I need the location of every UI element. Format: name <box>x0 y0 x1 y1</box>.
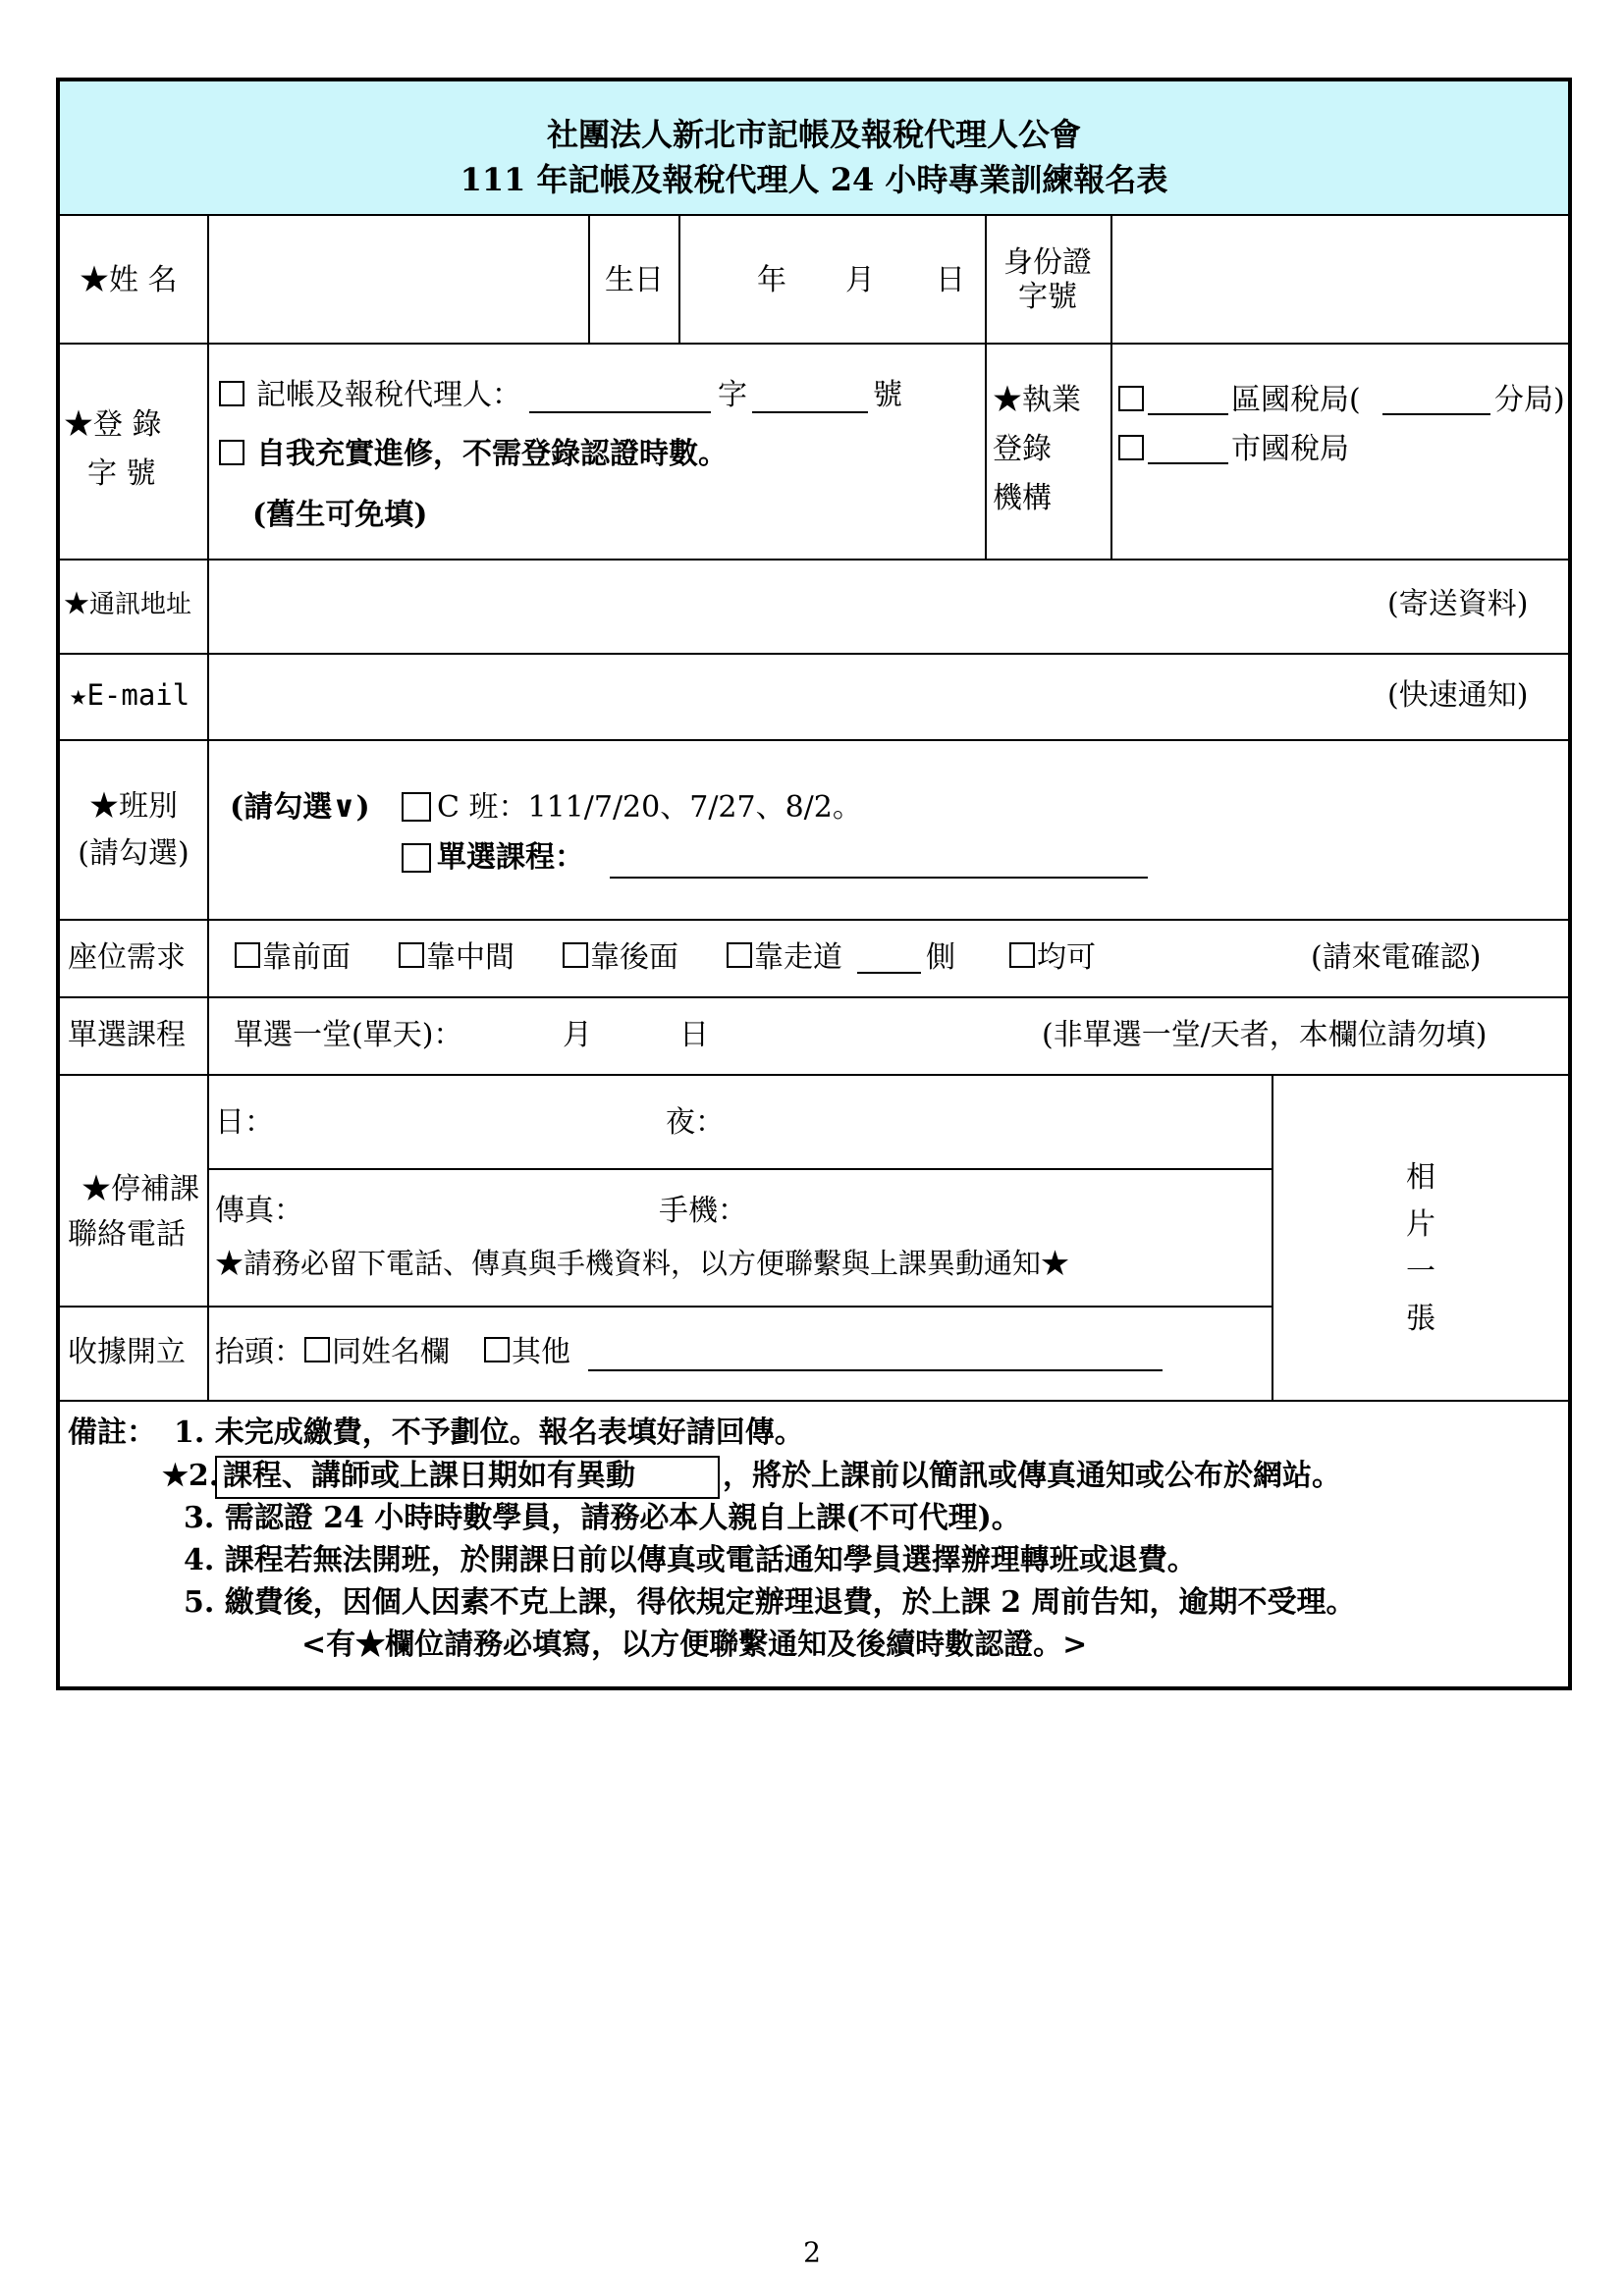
name-label: ★姓 名 <box>80 263 178 297</box>
email-label: ★E-mail <box>70 678 190 712</box>
branch-text: 分局) <box>1494 383 1565 417</box>
single-row-text: 單選一堂(單天)： <box>234 1018 463 1052</box>
single-row-day: 日 <box>679 1018 709 1052</box>
photo-char-1: 相 <box>1406 1160 1435 1195</box>
email-field[interactable] <box>212 657 1430 735</box>
id-label-1: 身份證 <box>1003 245 1092 280</box>
month-label: 月 <box>845 263 875 297</box>
single-row-month: 月 <box>563 1018 592 1052</box>
email-note: (快速通知) <box>1387 678 1529 713</box>
note-2-boxed: 課程、講師或上課日期如有異動 <box>223 1459 635 1493</box>
photo-char-4: 張 <box>1406 1302 1435 1336</box>
contact-reminder: ★請務必留下電話、傳真與手機資料，以方便聯繫與上課異動通知★ <box>215 1247 1070 1280</box>
night-phone-label: 夜： <box>666 1105 725 1140</box>
seat-front-text: 靠前面 <box>262 940 351 975</box>
district-tax-checkbox[interactable] <box>1118 386 1144 411</box>
reg-agent-text: 記帳及報稅代理人： <box>256 378 521 412</box>
city-name-field[interactable] <box>1148 462 1228 464</box>
address-label: ★通訊地址 <box>64 590 192 619</box>
night-phone-field[interactable] <box>713 1093 1263 1151</box>
contact-label-2: 聯絡電話 <box>68 1217 186 1252</box>
seat-note: (請來電確認) <box>1311 940 1482 975</box>
seat-middle-checkbox[interactable] <box>399 942 424 968</box>
self-study-text: 自我充實進修，不需登錄認證時數。 <box>256 437 728 471</box>
contact-label-1: ★停補課 <box>81 1172 199 1206</box>
note-1: 1. 未完成繳費，不予劃位。報名表填好請回傳。 <box>174 1415 804 1450</box>
old-student-note: (舊生可免填) <box>252 498 428 532</box>
seat-back-checkbox[interactable] <box>563 942 588 968</box>
receipt-label: 收據開立 <box>68 1335 186 1369</box>
agency-label-1: ★執業 <box>993 383 1081 417</box>
class-label-1: ★班別 <box>89 789 178 824</box>
receipt-other-text: 其他 <box>512 1335 570 1369</box>
registration-form <box>56 78 1572 1690</box>
city-tax-checkbox[interactable] <box>1118 435 1144 460</box>
seat-label: 座位需求 <box>68 940 186 975</box>
single-course-checkbox[interactable] <box>402 843 431 873</box>
address-note: (寄送資料) <box>1387 587 1529 621</box>
reg-zi: 字 <box>718 378 747 412</box>
reg-agent-checkbox[interactable] <box>219 381 244 406</box>
mobile-field[interactable] <box>737 1181 1263 1230</box>
district-name-field[interactable] <box>1148 413 1228 415</box>
seat-aisle-text: 靠走道 <box>754 940 842 975</box>
seat-aisle-checkbox[interactable] <box>727 942 752 968</box>
single-row-note: (非單選一堂/天者，本欄位請勿填) <box>1042 1018 1488 1052</box>
receipt-other-checkbox[interactable] <box>484 1337 510 1362</box>
day-phone-label: 日： <box>215 1105 274 1140</box>
aisle-side-field[interactable] <box>857 972 921 974</box>
note-6: <有★欄位請務必填寫，以方便聯繫通知及後續時數認證。> <box>301 1628 1088 1662</box>
class-c-text: C 班：111/7/20、7/27、8/2。 <box>437 790 862 825</box>
note-2-star: ★2. <box>162 1459 220 1493</box>
receipt-same-text: 同姓名欄 <box>332 1335 450 1369</box>
reg-zi-field[interactable] <box>529 411 711 413</box>
seat-any-checkbox[interactable] <box>1009 942 1035 968</box>
agency-label-3: 機構 <box>993 481 1052 515</box>
class-prefix: (請勾選∨) <box>230 790 370 825</box>
note-4: 4. 課程若無法開班，於開課日前以傳真或電話通知學員選擇辦理轉班或退費。 <box>184 1543 1197 1577</box>
photo-char-3: 一 <box>1406 1255 1435 1289</box>
reg-hao: 號 <box>873 378 902 412</box>
photo-char-2: 片 <box>1406 1207 1435 1242</box>
single-course-field[interactable] <box>610 877 1148 879</box>
id-label-2: 字號 <box>1018 280 1077 314</box>
org-name: 社團法人新北市記帳及報稅代理人公會 <box>546 116 1081 153</box>
reg-label-2: 字 號 <box>87 456 156 491</box>
year-label: 年 <box>757 263 786 297</box>
city-tax-text: 市國稅局 <box>1231 432 1349 466</box>
single-course-text: 單選課程： <box>437 840 584 875</box>
receipt-same-checkbox[interactable] <box>304 1337 330 1362</box>
id-number-field[interactable] <box>1116 219 1563 339</box>
day-phone-field[interactable] <box>261 1093 644 1151</box>
note-5: 5. 繳費後，因個人因素不克上課，得依規定辦理退費，於上課 2 周前告知，逾期不受理。 <box>184 1585 1356 1620</box>
mobile-label: 手機： <box>659 1194 747 1228</box>
self-study-checkbox[interactable] <box>219 440 244 465</box>
note-3: 3. 需認證 24 小時時數學員，請務必本人親自上課(不可代理)。 <box>184 1501 1021 1535</box>
reg-hao-field[interactable] <box>752 411 868 413</box>
seat-middle-text: 靠中間 <box>426 940 514 975</box>
form-title: 111 年記帳及報稅代理人 24 小時專業訓練報名表 <box>460 161 1168 198</box>
receipt-prefix: 抬頭： <box>215 1335 303 1369</box>
branch-field[interactable] <box>1382 413 1490 415</box>
birth-label: 生日 <box>605 263 664 297</box>
agency-label-2: 登錄 <box>993 432 1052 466</box>
name-field[interactable] <box>212 219 585 339</box>
district-tax-text: 區國稅局( <box>1231 383 1361 417</box>
notes-label: 備註： <box>68 1415 156 1450</box>
class-label-2: (請勾選) <box>78 836 189 871</box>
address-field[interactable] <box>212 562 1430 649</box>
single-row-label: 單選課程 <box>68 1018 186 1052</box>
fax-field[interactable] <box>296 1181 649 1230</box>
seat-back-text: 靠後面 <box>590 940 678 975</box>
page-number: 2 <box>803 2236 821 2269</box>
receipt-other-field[interactable] <box>588 1369 1163 1371</box>
day-label: 日 <box>936 263 965 297</box>
fax-label: 傳真： <box>215 1194 303 1228</box>
photo-area[interactable] <box>1275 1078 1564 1396</box>
aisle-side-text: 側 <box>926 940 955 975</box>
reg-label-1: ★登 錄 <box>64 407 162 442</box>
note-2-rest: ，將於上課前以簡訊或傳真通知或公布於網站。 <box>723 1459 1341 1493</box>
seat-any-text: 均可 <box>1037 940 1096 975</box>
seat-front-checkbox[interactable] <box>235 942 260 968</box>
class-c-checkbox[interactable] <box>402 792 431 822</box>
